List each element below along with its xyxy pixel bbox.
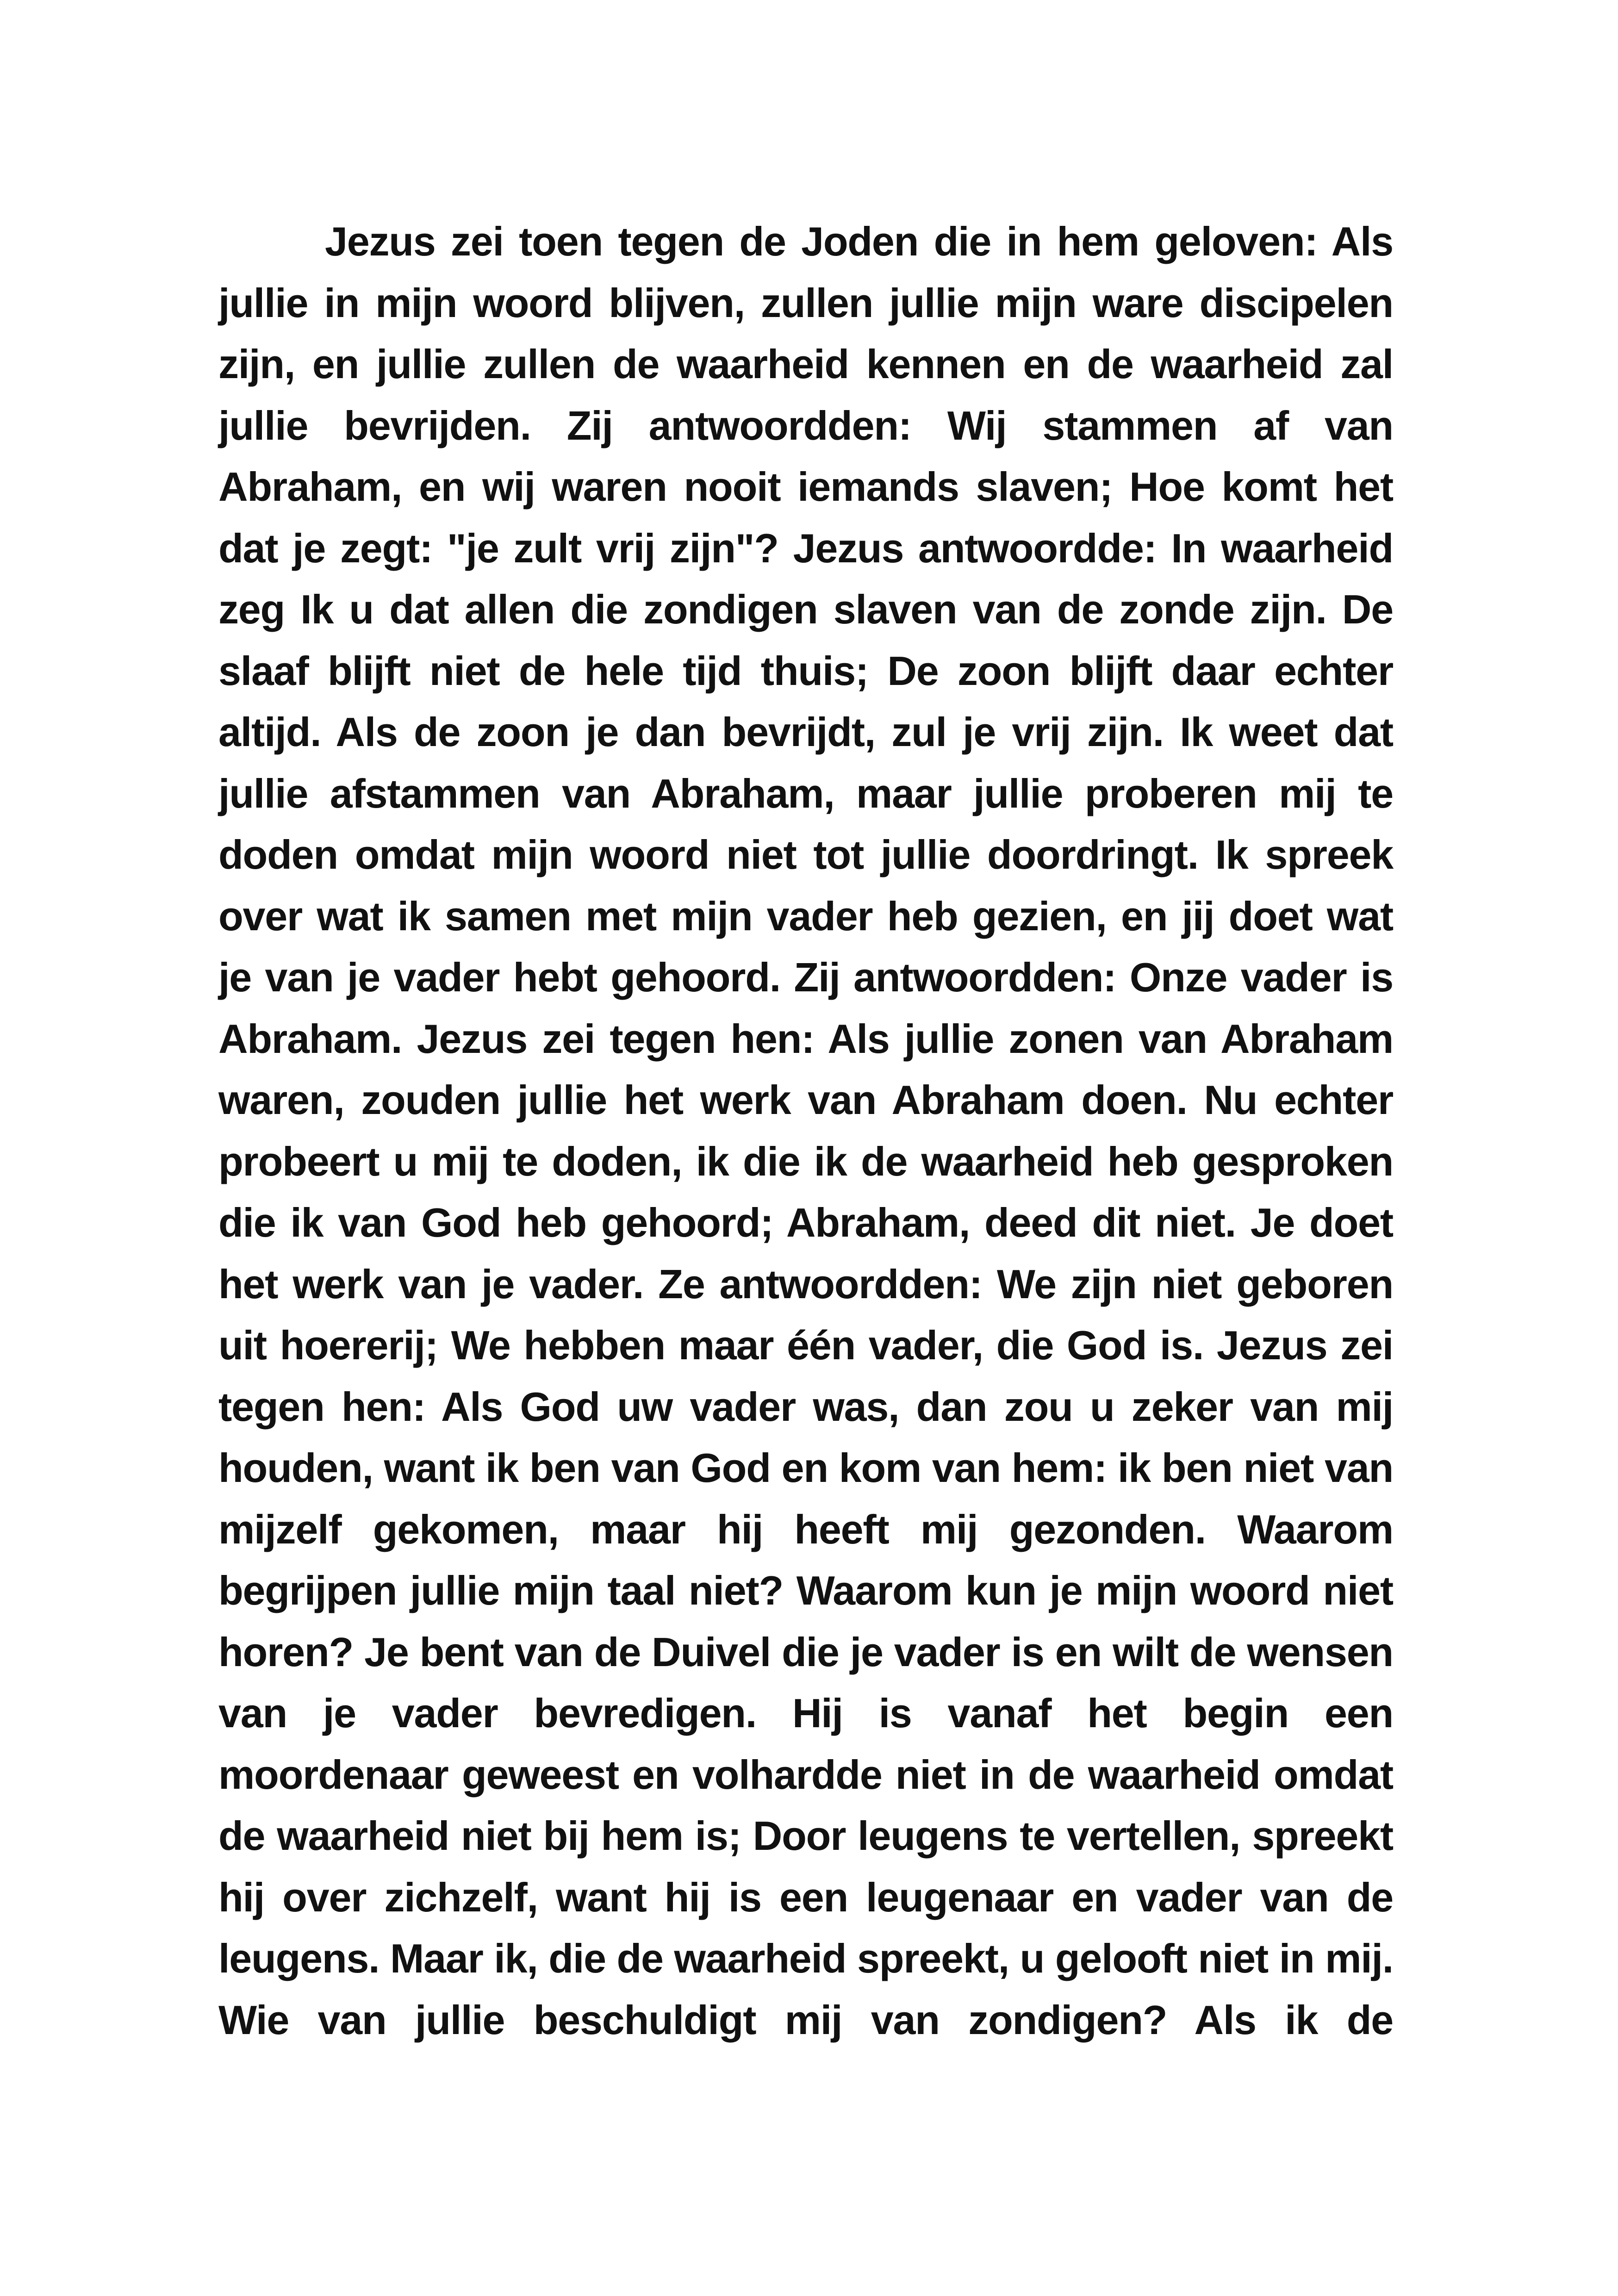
paragraph-line: doden omdat mijn woord niet tot jullie doordringt. Ik spreek bbox=[218, 832, 1393, 877]
paragraph-line: jullie afstammen van Abraham, maar jullie proberen mij te bbox=[218, 770, 1393, 816]
paragraph-line: probeert u mij te doden, ik die ik de waarheid heb gesproken bbox=[218, 1138, 1393, 1184]
paragraph-line: die ik van God heb gehoord; Abraham, deed dit niet. Je doet bbox=[218, 1200, 1393, 1245]
paragraph-line: waren, zouden jullie het werk van Abraham doen. Nu echter bbox=[218, 1077, 1393, 1123]
paragraph-line: jullie in mijn woord blijven, zullen jullie mijn ware discipelen bbox=[218, 280, 1393, 326]
paragraph-line: jullie bevrijden. Zij antwoordden: Wij stammen af van bbox=[218, 402, 1393, 448]
paragraph-line: de waarheid niet bij hem is; Door leugens te vertellen, spreekt bbox=[218, 1813, 1393, 1859]
paragraph-line: begrijpen jullie mijn taal niet? Waarom kun je mijn woord niet bbox=[218, 1568, 1393, 1613]
paragraph-line: hij over zichzelf, want hij is een leugenaar en vader van de bbox=[218, 1874, 1393, 1920]
paragraph-line: het werk van je vader. Ze antwoordden: We zijn niet geboren bbox=[218, 1261, 1393, 1307]
paragraph-line: moordenaar geweest en volhardde niet in de waarheid omdat bbox=[218, 1751, 1393, 1798]
paragraph-line: zijn, en jullie zullen de waarheid kennen en de waarheid zal bbox=[218, 341, 1393, 387]
paragraph-line: houden, want ik ben van God en kom van hem: ik ben niet van bbox=[218, 1445, 1393, 1491]
paragraph-line: van je vader bevredigen. Hij is vanaf het begin een bbox=[218, 1690, 1393, 1736]
paragraph-line: uit hoererij; We hebben maar één vader, die God is. Jezus zei bbox=[218, 1322, 1393, 1368]
paragraph-line: leugens. Maar ik, die de waarheid spreekt, u gelooft niet in mij. bbox=[218, 1935, 1393, 1981]
paragraph-line: slaaf blijft niet de hele tijd thuis; De zoon blijft daar echter bbox=[218, 647, 1393, 694]
paragraph-line: horen? Je bent van de Duivel die je vader is en wilt de wensen bbox=[218, 1629, 1393, 1675]
paragraph-line: tegen hen: Als God uw vader was, dan zou u zeker van mij bbox=[218, 1383, 1393, 1430]
paragraph-line: Abraham. Jezus zei tegen hen: Als jullie zonen van Abraham bbox=[218, 1015, 1393, 1062]
paragraph-line: over wat ik samen met mijn vader heb gezien, en jij doet wat bbox=[218, 893, 1393, 939]
paragraph-line: je van je vader hebt gehoord. Zij antwoordden: Onze vader is bbox=[218, 954, 1393, 1000]
paragraph-line: zeg Ik u dat allen die zondigen slaven van de zonde zijn. De bbox=[218, 586, 1393, 632]
paragraph-line: Wie van jullie beschuldigt mij van zondigen? Als ik de bbox=[218, 1997, 1393, 2043]
paragraph-line: altijd. Als de zoon je dan bevrijdt, zul je vrij zijn. Ik weet dat bbox=[218, 709, 1393, 755]
paragraph-line: Jezus zei toen tegen de Joden die in hem geloven: Als bbox=[325, 218, 1393, 264]
paragraph-line: mijzelf gekomen, maar hij heeft mij gezonden. Waarom bbox=[218, 1506, 1393, 1552]
paragraph-line: Abraham, en wij waren nooit iemands slaven; Hoe komt het bbox=[218, 464, 1393, 510]
paragraph-line: dat je zegt: "je zult vrij zijn"? Jezus antwoordde: In waarheid bbox=[218, 525, 1393, 571]
body-paragraph bbox=[218, 211, 1393, 2051]
